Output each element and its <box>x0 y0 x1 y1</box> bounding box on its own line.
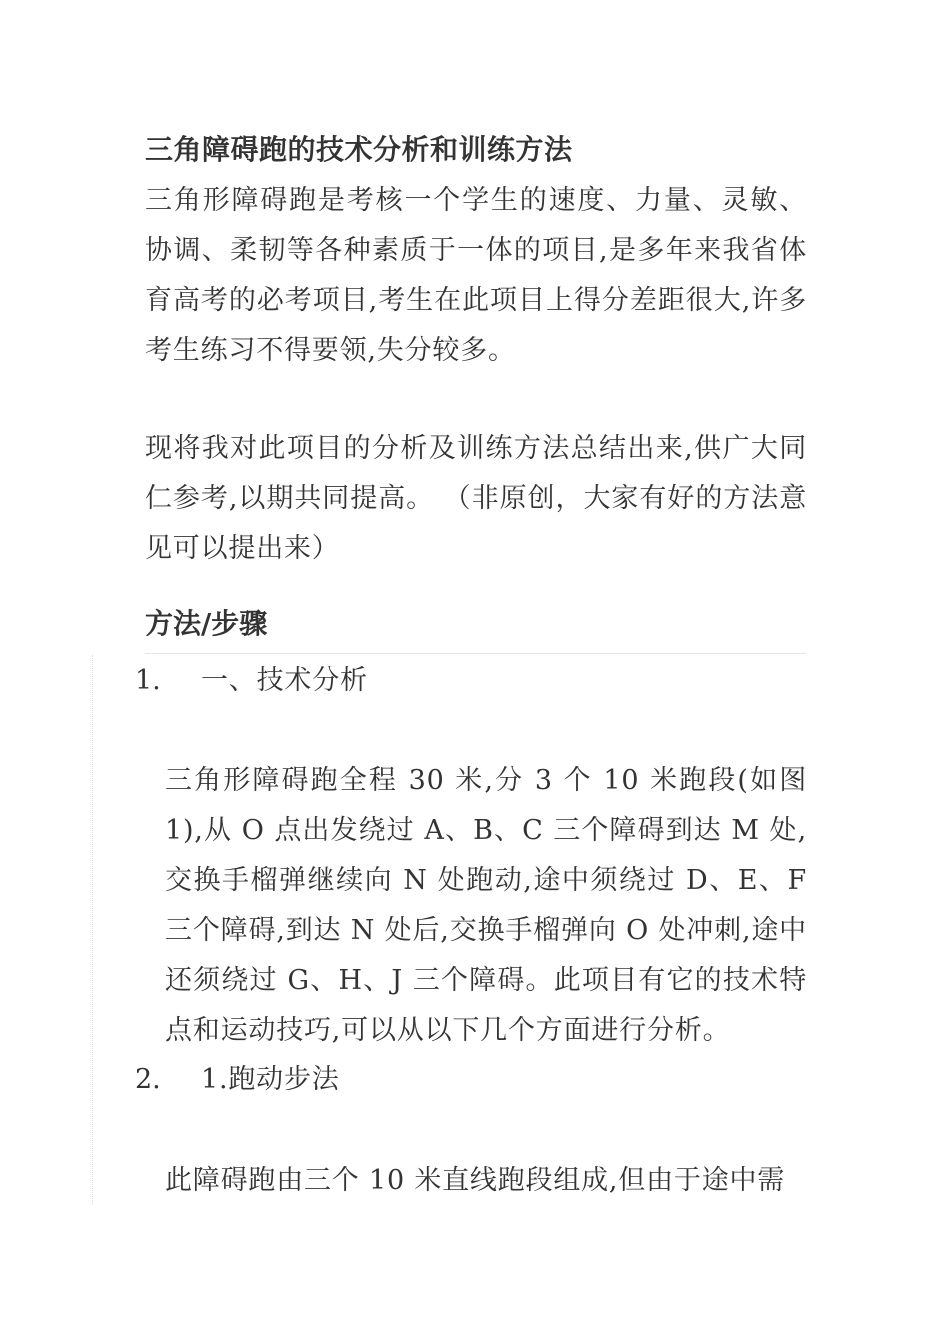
section-divider <box>145 653 806 654</box>
step-number: 1. <box>135 665 161 696</box>
step-body: 此障碍跑由三个 10 米直线跑段组成,但由于途中需 <box>165 1165 786 1196</box>
step-title: 1.跑动步法 <box>201 1064 340 1095</box>
article-title: 三角障碍跑的技术分析和训练方法 <box>145 133 573 166</box>
step-body: 三角形障碍跑全程 30 米,分 3 个 10 米跑段(如图 1),从 O 点出发绕过 A、B、C 三个障碍到达 M 处,交换手榴弹继续向 N 处跑动,途中须绕过 D、E、F 三个障碍,到达 N 处后,交换手榴弹向 O 处冲刺,途中还须绕过 G、H、J 三个障碍。此项目有它的技术特点和运动技巧,可以从以下几个方面进行分析。 <box>165 765 807 1046</box>
steps-section-heading: 方法/步骤 <box>145 607 268 640</box>
intro-paragraph: 三角形障碍跑是考核一个学生的速度、力量、灵敏、协调、柔韧等各种素质于一体的项目,是多年来我省体育高考的必考项目,考生在此项目上得分差距很大,许多考生练习不得要领,失分较多。 <box>145 185 807 366</box>
step-number: 2. <box>135 1064 161 1095</box>
step-title: 一、技术分析 <box>201 665 368 696</box>
intro-paragraph: 现将我对此项目的分析及训练方法总结出来,供广大同仁参考,以期共同提高。 （非原创，大家有好的方法意见可以提出来） <box>145 433 807 564</box>
steps-list-rail <box>92 655 93 1205</box>
